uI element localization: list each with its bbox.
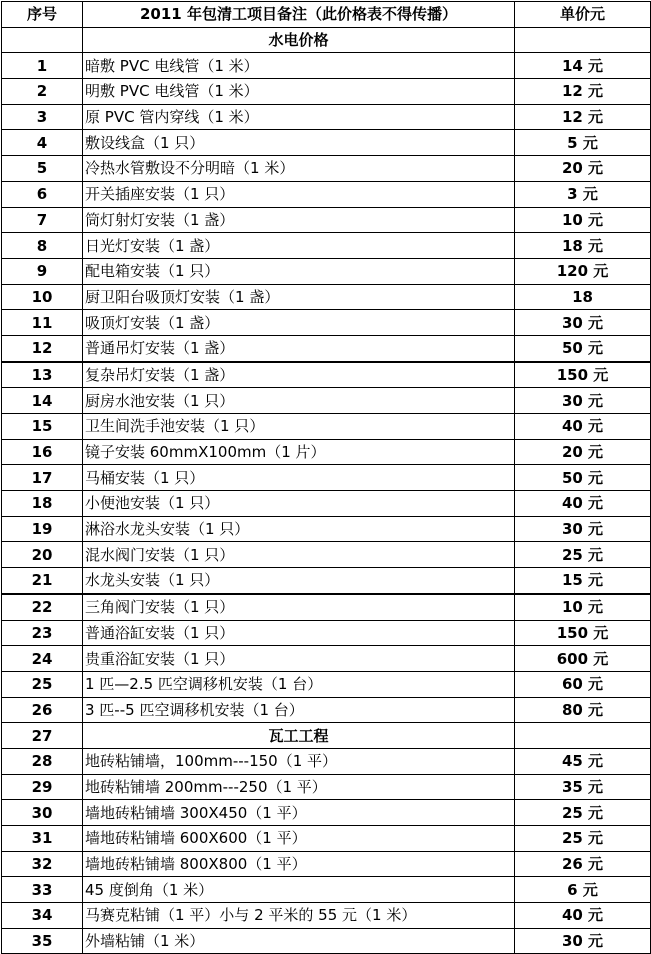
unit-price: 45 元 bbox=[515, 748, 651, 774]
row-number: 10 bbox=[2, 284, 83, 310]
item-description: 原 PVC 管内穿线（1 米） bbox=[83, 104, 515, 130]
row-number: 31 bbox=[2, 826, 83, 852]
unit-price: 20 元 bbox=[515, 156, 651, 182]
table-row bbox=[2, 388, 651, 414]
unit-price: 3 元 bbox=[515, 181, 651, 207]
unit-price: 25 元 bbox=[515, 826, 651, 852]
row-number: 6 bbox=[2, 181, 83, 207]
row-number: 12 bbox=[2, 335, 83, 361]
row-number: 27 bbox=[2, 723, 83, 749]
unit-price: 10 元 bbox=[515, 207, 651, 233]
table-row bbox=[2, 362, 651, 388]
item-description: 冷热水管敷设不分明暗（1 米） bbox=[83, 156, 515, 182]
row-number: 5 bbox=[2, 156, 83, 182]
item-description: 普通浴缸安装（1 只） bbox=[83, 620, 515, 646]
table-row bbox=[2, 233, 651, 259]
row-number: 32 bbox=[2, 851, 83, 877]
item-description: 开关插座安装（1 只） bbox=[83, 181, 515, 207]
section-title: 瓦工工程 bbox=[83, 723, 515, 749]
row-number: 19 bbox=[2, 516, 83, 542]
item-description: 墙地砖粘铺墙 300X450（1 平） bbox=[83, 800, 515, 826]
item-description: 配电箱安装（1 只） bbox=[83, 258, 515, 284]
item-description: 吸顶灯安装（1 盏） bbox=[83, 310, 515, 336]
row-number: 13 bbox=[2, 362, 83, 388]
table-row bbox=[2, 310, 651, 336]
row-number bbox=[2, 27, 83, 53]
unit-price bbox=[515, 723, 651, 749]
row-number: 8 bbox=[2, 233, 83, 259]
row-number: 23 bbox=[2, 620, 83, 646]
row-number: 34 bbox=[2, 903, 83, 929]
unit-price: 40 元 bbox=[515, 414, 651, 440]
item-description: 日光灯安装（1 盏） bbox=[83, 233, 515, 259]
table-row bbox=[2, 181, 651, 207]
item-description: 墙地砖粘铺墙 600X600（1 平） bbox=[83, 826, 515, 852]
table-row bbox=[2, 800, 651, 826]
unit-price: 12 元 bbox=[515, 104, 651, 130]
row-number: 18 bbox=[2, 491, 83, 517]
row-number: 16 bbox=[2, 439, 83, 465]
row-number: 30 bbox=[2, 800, 83, 826]
unit-price: 25 元 bbox=[515, 542, 651, 568]
unit-price: 30 元 bbox=[515, 928, 651, 954]
item-description: 卫生间洗手池安装（1 只） bbox=[83, 414, 515, 440]
row-number: 21 bbox=[2, 568, 83, 594]
header-price: 单价元 bbox=[515, 2, 651, 28]
table-row bbox=[2, 79, 651, 105]
unit-price: 80 元 bbox=[515, 697, 651, 723]
unit-price: 120 元 bbox=[515, 258, 651, 284]
price-table bbox=[1, 1, 651, 954]
unit-price: 18 元 bbox=[515, 233, 651, 259]
unit-price: 30 元 bbox=[515, 388, 651, 414]
unit-price: 26 元 bbox=[515, 851, 651, 877]
unit-price: 40 元 bbox=[515, 903, 651, 929]
item-description: 淋浴水龙头安装（1 只） bbox=[83, 516, 515, 542]
row-number: 25 bbox=[2, 671, 83, 697]
table-row bbox=[2, 414, 651, 440]
header-num: 序号 bbox=[2, 2, 83, 28]
row-number: 7 bbox=[2, 207, 83, 233]
row-number: 28 bbox=[2, 748, 83, 774]
header-item: 2011 年包清工项目备注（此价格表不得传播） bbox=[83, 2, 515, 28]
row-number: 29 bbox=[2, 774, 83, 800]
item-description: 45 度倒角（1 米） bbox=[83, 877, 515, 903]
item-description: 3 匹--5 匹空调移机安装（1 台） bbox=[83, 697, 515, 723]
table-row bbox=[2, 156, 651, 182]
table-row bbox=[2, 284, 651, 310]
unit-price: 30 元 bbox=[515, 310, 651, 336]
item-description: 地砖粘铺墙，100mm---150（1 平） bbox=[83, 748, 515, 774]
unit-price: 15 元 bbox=[515, 568, 651, 594]
unit-price: 20 元 bbox=[515, 439, 651, 465]
row-number: 9 bbox=[2, 258, 83, 284]
row-number: 11 bbox=[2, 310, 83, 336]
item-description: 外墙粘铺（1 米） bbox=[83, 928, 515, 954]
item-description: 厨卫阳台吸顶灯安装（1 盏） bbox=[83, 284, 515, 310]
unit-price: 150 元 bbox=[515, 362, 651, 388]
unit-price: 25 元 bbox=[515, 800, 651, 826]
item-description: 镜子安装 60mmX100mm（1 片） bbox=[83, 439, 515, 465]
unit-price: 50 元 bbox=[515, 335, 651, 361]
row-number: 4 bbox=[2, 130, 83, 156]
table-row bbox=[2, 258, 651, 284]
row-number: 1 bbox=[2, 53, 83, 79]
unit-price: 35 元 bbox=[515, 774, 651, 800]
table-row bbox=[2, 207, 651, 233]
item-description: 三角阀门安装（1 只） bbox=[83, 594, 515, 620]
row-number: 22 bbox=[2, 594, 83, 620]
unit-price: 40 元 bbox=[515, 491, 651, 517]
table-row bbox=[2, 542, 651, 568]
table-row bbox=[2, 130, 651, 156]
section-title: 水电价格 bbox=[83, 27, 515, 53]
unit-price: 50 元 bbox=[515, 465, 651, 491]
table-row bbox=[2, 104, 651, 130]
table-row bbox=[2, 851, 651, 877]
unit-price: 12 元 bbox=[515, 79, 651, 105]
row-number: 24 bbox=[2, 646, 83, 672]
item-description: 敷设线盒（1 只） bbox=[83, 130, 515, 156]
table-row bbox=[2, 903, 651, 929]
unit-price: 6 元 bbox=[515, 877, 651, 903]
table-row bbox=[2, 53, 651, 79]
unit-price: 10 元 bbox=[515, 594, 651, 620]
unit-price: 150 元 bbox=[515, 620, 651, 646]
table-row bbox=[2, 826, 651, 852]
unit-price: 30 元 bbox=[515, 516, 651, 542]
table-row bbox=[2, 491, 651, 517]
row-number: 35 bbox=[2, 928, 83, 954]
row-number: 26 bbox=[2, 697, 83, 723]
table-row bbox=[2, 516, 651, 542]
unit-price: 600 元 bbox=[515, 646, 651, 672]
table-row bbox=[2, 465, 651, 491]
item-description: 1 匹—2.5 匹空调移机安装（1 台） bbox=[83, 671, 515, 697]
row-number: 33 bbox=[2, 877, 83, 903]
section-row bbox=[2, 27, 651, 53]
item-description: 复杂吊灯安装（1 盏） bbox=[83, 362, 515, 388]
table-row bbox=[2, 877, 651, 903]
row-number: 14 bbox=[2, 388, 83, 414]
item-description: 小便池安装（1 只） bbox=[83, 491, 515, 517]
item-description: 厨房水池安装（1 只） bbox=[83, 388, 515, 414]
item-description: 暗敷 PVC 电线管（1 米） bbox=[83, 53, 515, 79]
table-row bbox=[2, 620, 651, 646]
row-number: 2 bbox=[2, 79, 83, 105]
row-number: 15 bbox=[2, 414, 83, 440]
unit-price: 5 元 bbox=[515, 130, 651, 156]
item-description: 明敷 PVC 电线管（1 米） bbox=[83, 79, 515, 105]
row-number: 17 bbox=[2, 465, 83, 491]
table-row bbox=[2, 335, 651, 361]
item-description: 混水阀门安装（1 只） bbox=[83, 542, 515, 568]
table-row bbox=[2, 568, 651, 594]
table-row bbox=[2, 928, 651, 954]
row-number: 3 bbox=[2, 104, 83, 130]
item-description: 贵重浴缸安装（1 只） bbox=[83, 646, 515, 672]
item-description: 马桶安装（1 只） bbox=[83, 465, 515, 491]
item-description: 水龙头安装（1 只） bbox=[83, 568, 515, 594]
item-description: 地砖粘铺墙 200mm---250（1 平） bbox=[83, 774, 515, 800]
item-description: 筒灯射灯安装（1 盏） bbox=[83, 207, 515, 233]
row-number: 20 bbox=[2, 542, 83, 568]
table-row bbox=[2, 646, 651, 672]
unit-price: 60 元 bbox=[515, 671, 651, 697]
item-description: 普通吊灯安装（1 盏） bbox=[83, 335, 515, 361]
table-row bbox=[2, 748, 651, 774]
section-row bbox=[2, 723, 651, 749]
table-row bbox=[2, 774, 651, 800]
table-row bbox=[2, 594, 651, 620]
header-row bbox=[2, 2, 651, 28]
item-description: 马赛克粘铺（1 平）小与 2 平米的 55 元（1 米） bbox=[83, 903, 515, 929]
unit-price: 14 元 bbox=[515, 53, 651, 79]
unit-price bbox=[515, 27, 651, 53]
item-description: 墙地砖粘铺墙 800X800（1 平） bbox=[83, 851, 515, 877]
table-body bbox=[2, 27, 651, 954]
table-row bbox=[2, 671, 651, 697]
table-row bbox=[2, 439, 651, 465]
unit-price: 18 bbox=[515, 284, 651, 310]
table-row bbox=[2, 697, 651, 723]
